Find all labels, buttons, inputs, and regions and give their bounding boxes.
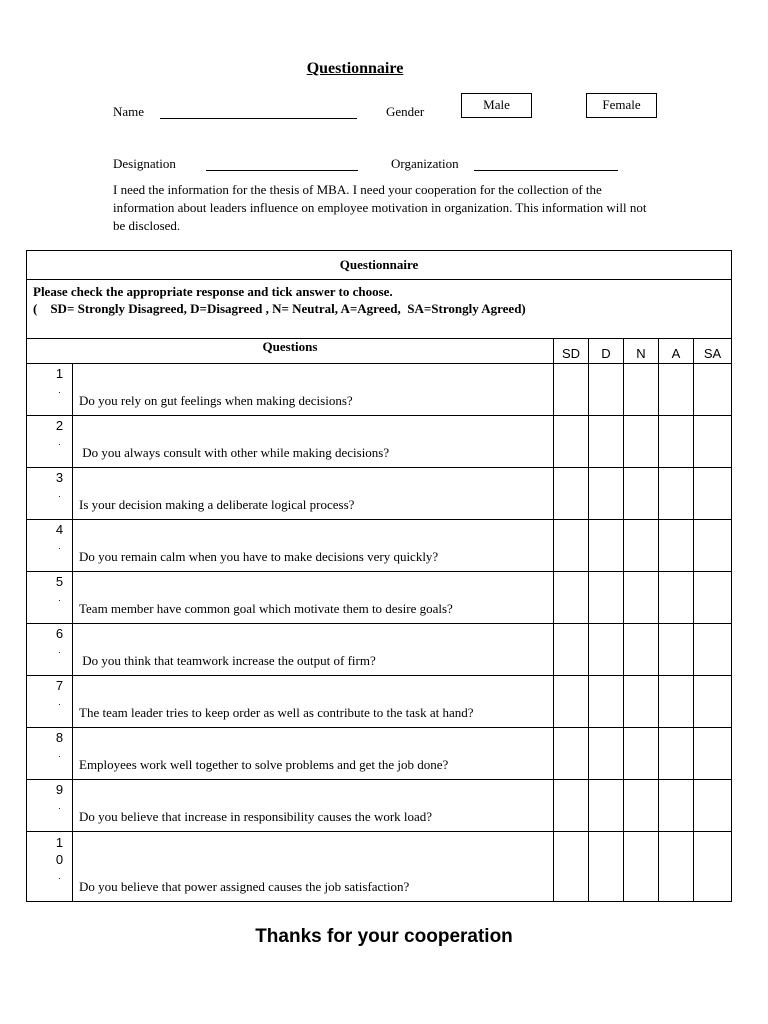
question-number: 6 . (27, 624, 73, 676)
table-row (27, 780, 732, 832)
answer-cell-sd[interactable] (554, 676, 589, 728)
designation-label: Designation (113, 156, 176, 171)
table-row (27, 416, 732, 468)
gender-label: Gender (386, 104, 425, 119)
question-text: Do you think that teamwork increase the output of firm? (73, 624, 554, 676)
answer-cell-a[interactable] (659, 780, 694, 832)
question-number: 4 . (27, 520, 73, 572)
table-row (27, 468, 732, 520)
answer-cell-d[interactable] (589, 364, 624, 416)
answer-cell-n[interactable] (624, 468, 659, 520)
page-title: Questionnaire (306, 60, 404, 77)
answer-cell-a[interactable] (659, 520, 694, 572)
scale-header-d: D (589, 339, 624, 364)
answer-cell-sd[interactable] (554, 520, 589, 572)
answer-cell-sa[interactable] (694, 468, 732, 520)
answer-cell-n[interactable] (624, 364, 659, 416)
answer-cell-sd[interactable] (554, 364, 589, 416)
question-text: Is your decision making a deliberate logical process? (73, 468, 554, 520)
scale-header-a: A (659, 339, 694, 364)
instruction-line-1: Please check the appropriate response and tick answer to choose. (33, 284, 393, 299)
table-row (27, 728, 732, 780)
answer-cell-n[interactable] (624, 676, 659, 728)
answer-cell-sa[interactable] (694, 572, 732, 624)
question-number: 3 . (27, 468, 73, 520)
answer-cell-d[interactable] (589, 728, 624, 780)
answer-cell-sd[interactable] (554, 468, 589, 520)
answer-cell-a[interactable] (659, 624, 694, 676)
answer-cell-sd[interactable] (554, 780, 589, 832)
answer-cell-sa[interactable] (694, 676, 732, 728)
answer-cell-d[interactable] (589, 520, 624, 572)
organization-field[interactable] (474, 170, 618, 171)
answer-cell-n[interactable] (624, 832, 659, 902)
question-text: Employees work well together to solve problems and get the job done? (73, 728, 554, 780)
answer-cell-sd[interactable] (554, 832, 589, 902)
answer-cell-n[interactable] (624, 780, 659, 832)
question-number: 2 . (27, 416, 73, 468)
answer-cell-d[interactable] (589, 676, 624, 728)
answer-cell-sd[interactable] (554, 572, 589, 624)
answer-cell-n[interactable] (624, 416, 659, 468)
answer-cell-sa[interactable] (694, 832, 732, 902)
answer-cell-a[interactable] (659, 676, 694, 728)
table-row (27, 572, 732, 624)
answer-cell-sd[interactable] (554, 416, 589, 468)
answer-cell-d[interactable] (589, 624, 624, 676)
name-label: Name (113, 104, 145, 119)
answer-cell-sd[interactable] (554, 728, 589, 780)
table-title: Questionnaire (27, 251, 732, 280)
table-row (27, 520, 732, 572)
answer-cell-sa[interactable] (694, 780, 732, 832)
answer-cell-a[interactable] (659, 728, 694, 780)
instruction-line-2: ( SD= Strongly Disagreed, D=Disagreed , N= Neutral, A=Agreed, SA=Strongly Agreed) (33, 301, 526, 316)
table-row (27, 624, 732, 676)
table-row (27, 832, 732, 902)
answer-cell-sa[interactable] (694, 416, 732, 468)
answer-cell-sa[interactable] (694, 624, 732, 676)
answer-cell-a[interactable] (659, 468, 694, 520)
scale-header-sd: SD (554, 339, 589, 364)
answer-cell-a[interactable] (659, 572, 694, 624)
question-text: Do you rely on gut feelings when making decisions? (73, 364, 554, 416)
question-number: 7 . (27, 676, 73, 728)
answer-cell-a[interactable] (659, 364, 694, 416)
designation-field[interactable] (206, 170, 358, 171)
questionnaire-table (26, 250, 732, 902)
answer-cell-d[interactable] (589, 416, 624, 468)
answer-cell-d[interactable] (589, 468, 624, 520)
question-text: The team leader tries to keep order as well as contribute to the task at hand? (73, 676, 554, 728)
answer-cell-d[interactable] (589, 780, 624, 832)
organization-label: Organization (391, 156, 459, 171)
questions-header: Questions (27, 339, 554, 364)
answer-cell-sa[interactable] (694, 728, 732, 780)
question-number: 8 . (27, 728, 73, 780)
question-number: 10 . (27, 832, 73, 902)
question-text: Team member have common goal which motivate them to desire goals? (73, 572, 554, 624)
thanks-footer: Thanks for your cooperation (255, 926, 513, 947)
name-field[interactable] (160, 118, 357, 119)
gender-female-option[interactable]: Female (586, 93, 657, 118)
gender-male-option[interactable]: Male (461, 93, 532, 118)
answer-cell-sa[interactable] (694, 520, 732, 572)
answer-cell-sa[interactable] (694, 364, 732, 416)
answer-cell-n[interactable] (624, 572, 659, 624)
question-text: Do you believe that power assigned causes the job satisfaction? (73, 832, 554, 902)
answer-cell-a[interactable] (659, 832, 694, 902)
scale-header-sa: SA (694, 339, 732, 364)
intro-paragraph: I need the information for the thesis of MBA. I need your cooperation for the collection of the information about leaders influence on employee motivation in organization. This information will not be disclosed. (113, 182, 647, 233)
answer-cell-sd[interactable] (554, 624, 589, 676)
answer-cell-a[interactable] (659, 416, 694, 468)
answer-cell-d[interactable] (589, 832, 624, 902)
answer-cell-n[interactable] (624, 624, 659, 676)
question-text: Do you always consult with other while making decisions? (73, 416, 554, 468)
question-text: Do you remain calm when you have to make decisions very quickly? (73, 520, 554, 572)
answer-cell-n[interactable] (624, 520, 659, 572)
question-number: 9 . (27, 780, 73, 832)
answer-cell-d[interactable] (589, 572, 624, 624)
table-row (27, 676, 732, 728)
question-number: 1 . (27, 364, 73, 416)
table-row (27, 364, 732, 416)
scale-header-n: N (624, 339, 659, 364)
answer-cell-n[interactable] (624, 728, 659, 780)
instructions (27, 280, 732, 339)
question-number: 5 . (27, 572, 73, 624)
question-text: Do you believe that increase in responsibility causes the work load? (73, 780, 554, 832)
